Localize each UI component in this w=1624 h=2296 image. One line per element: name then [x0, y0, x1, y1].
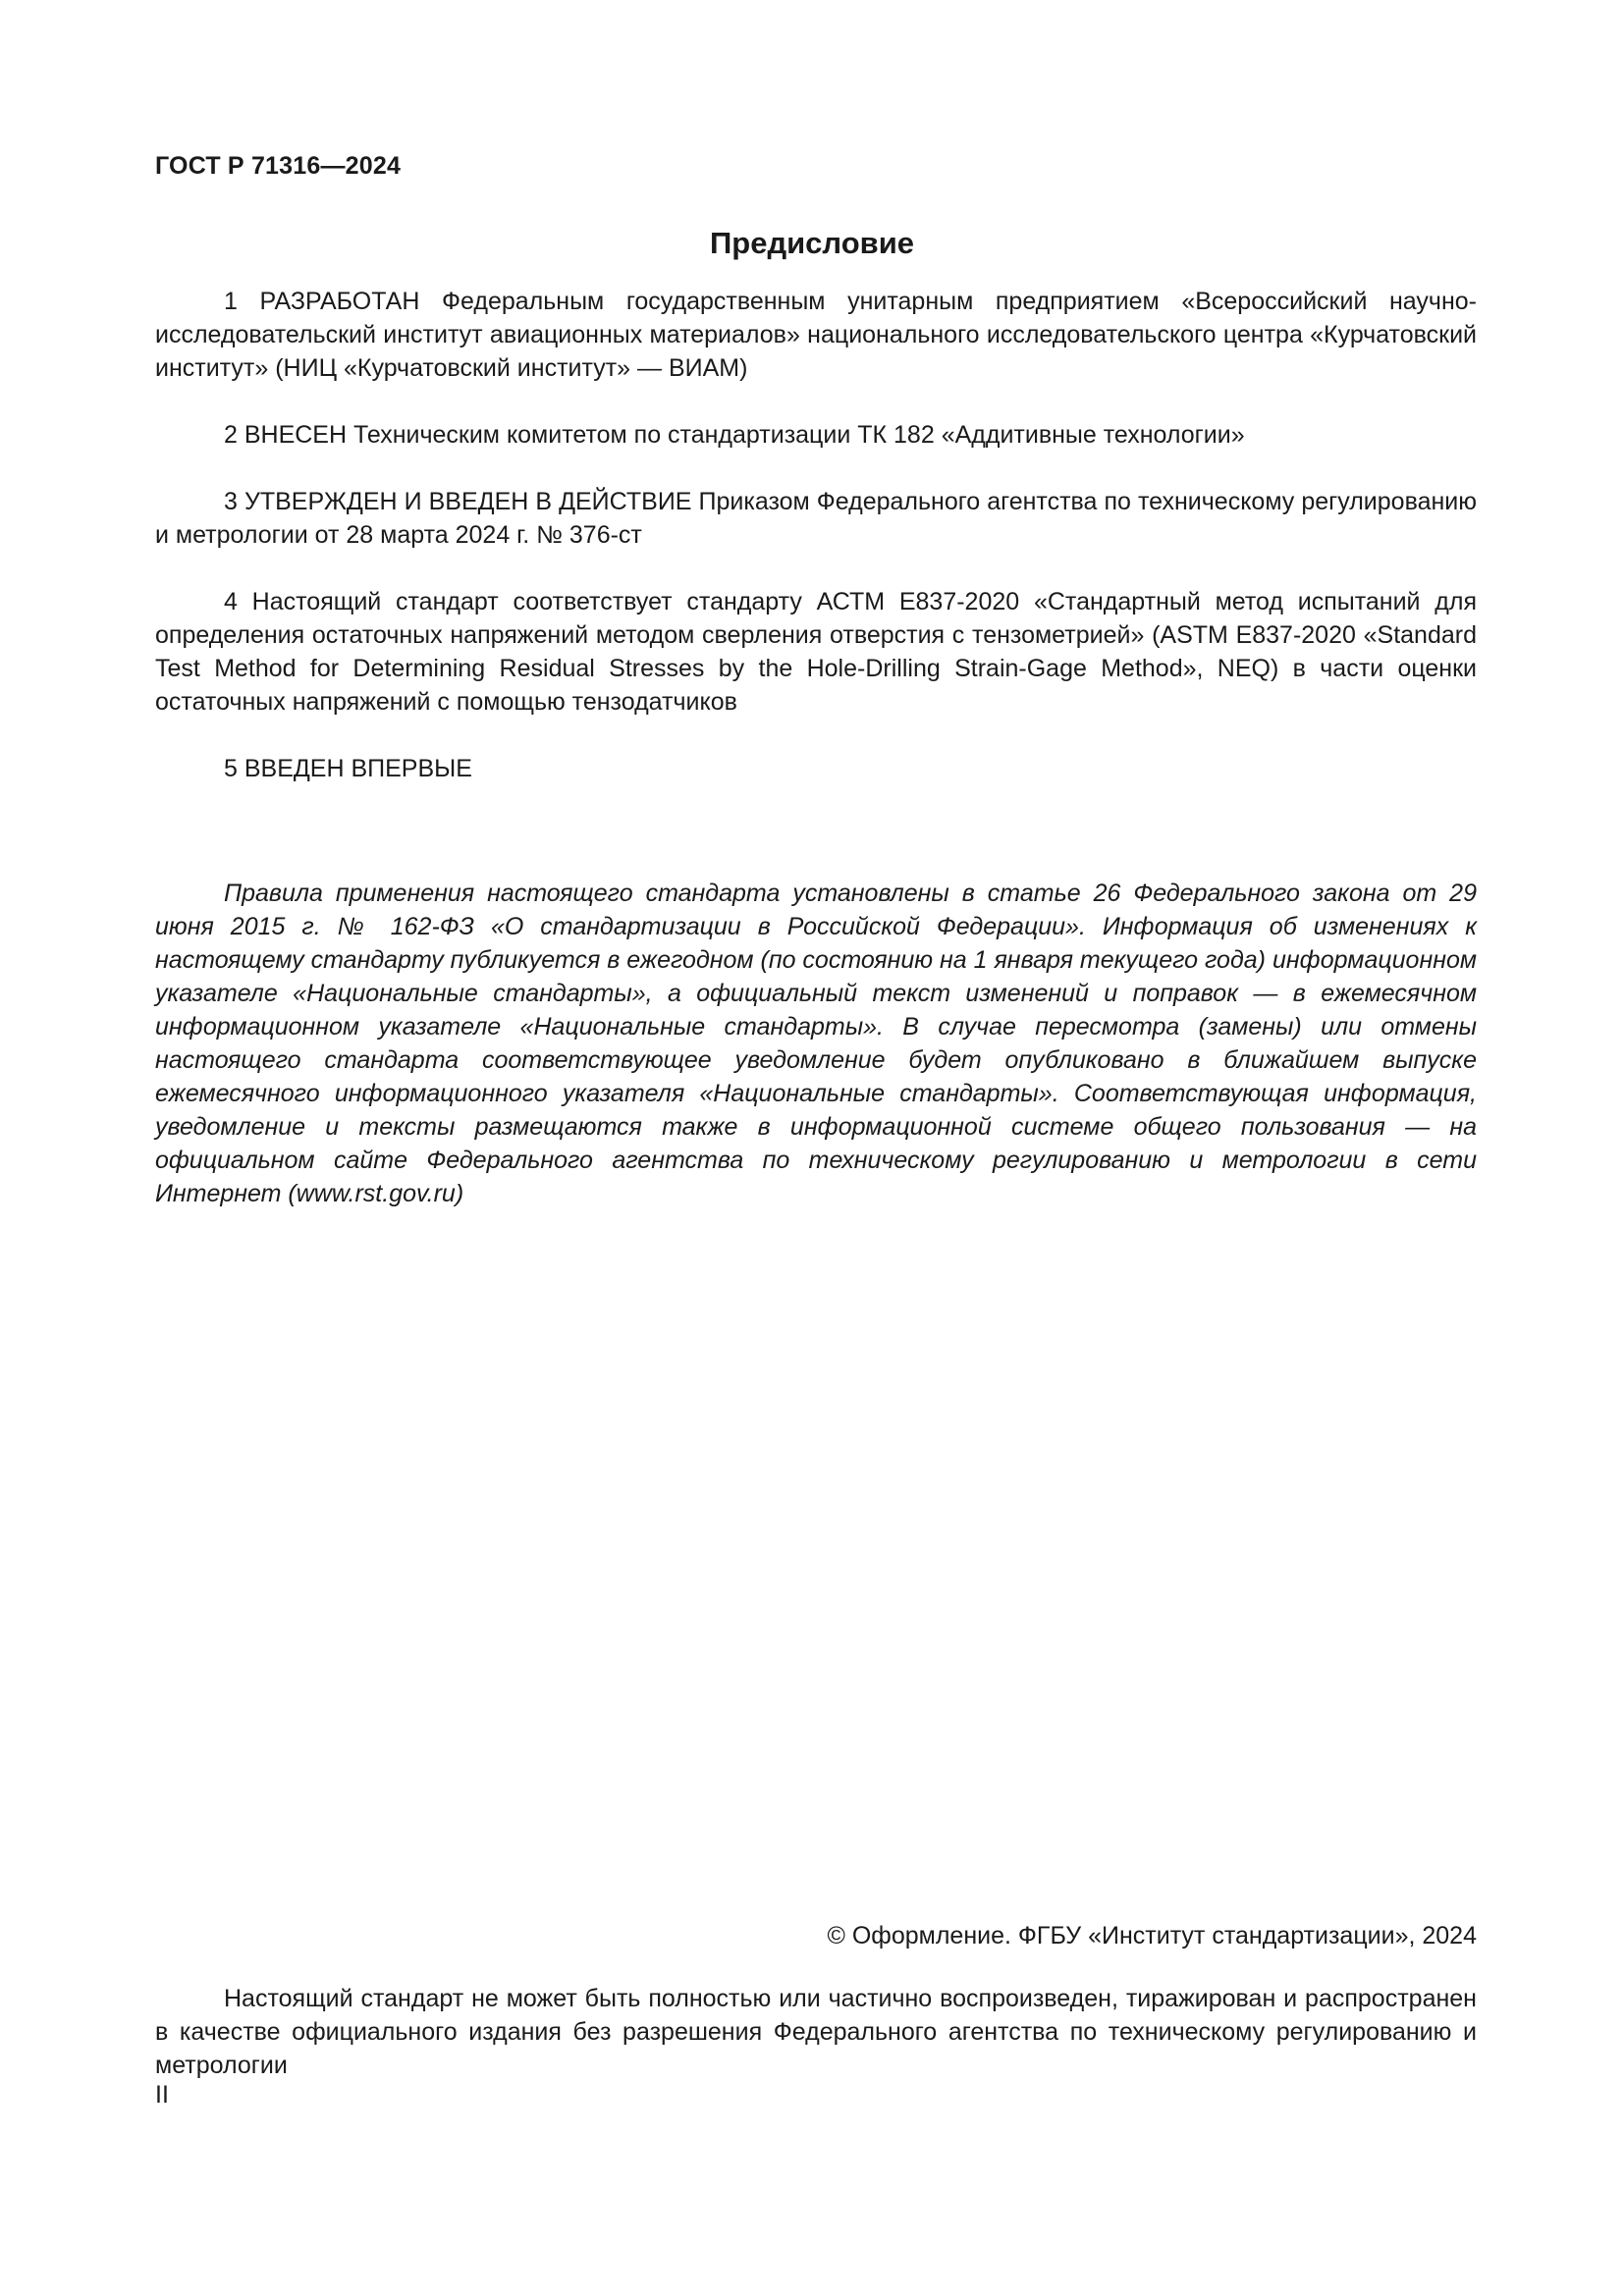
- copyright-line: © Оформление. ФГБУ «Институт стандартизации», 2024: [827, 1922, 1477, 1949]
- reproduction-notice: [155, 1982, 1477, 2082]
- document-code: ГОСТ Р 71316—2024: [155, 152, 402, 180]
- preface-item-5: 5 ВВЕДЕН ВПЕРВЫЕ: [224, 755, 472, 782]
- page-title: Предисловие: [709, 226, 914, 260]
- reproduction-notice-text: Настоящий стандарт не может быть полностью или частично воспроизведен, тиражирован и распространен в качестве официального издания без разрешения Федерального агентства по техническому регулированию и метрологии: [155, 1985, 1477, 2079]
- preface-item-2: 2 ВНЕСЕН Техническим комитетом по стандартизации ТК 182 «Аддитивные технологии»: [224, 421, 1245, 449]
- application-rules-text: Правила применения настоящего стандарта установлены в статье 26 Федерального закона от 29 июня 2015 г. № 162-ФЗ «О стандартизации в Российской Федерации». Информация об изменениях к настоящему стандарту публикуется в ежегодном (по состоянию на 1 января текущего года) информационном указателе «Национальные стандарты», а официальный текст изменений и поправок — в ежемесячном информационном указателе «Национальные стандарты». В случае пересмотра (замены) или отмены настоящего стандарта соответствующее уведомление будет опубликовано в ближайшем выпуске ежемесячного информационного указателя «Национальные стандарты». Соответствующая информация, уведомление и тексты размещаются также в информационной системе общего пользования — на официальном сайте Федерального агентства по техническому регулированию и метрологии в сети Интернет (www.rst.gov.ru): [155, 880, 1478, 1207]
- preface-item-1: 1 РАЗРАБОТАН Федеральным государственным унитарным предприятием «Всероссийский научно-исследовательский институт авиационных материалов» национального исследовательского центра «Курчатовский институт» (НИЦ «Курчатовский институт» — ВИАМ): [155, 288, 1477, 382]
- preface-items: [155, 285, 1477, 819]
- preface-item-3: 3 УТВЕРЖДЕН И ВВЕДЕН В ДЕЙСТВИЕ Приказом Федерального агентства по техническому регулированию и метрологии от 28 марта 2024 г. № 376-ст: [155, 488, 1477, 549]
- preface-item-4: 4 Настоящий стандарт соответствует стандарту АСТМ Е837-2020 «Стандартный метод испытаний для определения остаточных напряжений методом сверления отверстия с тензометрией» (ASTM E837-2020 «Standard Test Method for Determining Residual Stresses by the Hole-Drilling Strain-Gage Method», NEQ) в части оценки остаточных напряжений с помощью тензодатчиков: [155, 588, 1477, 716]
- page-number: II: [155, 2081, 169, 2109]
- application-rules: [155, 877, 1477, 1210]
